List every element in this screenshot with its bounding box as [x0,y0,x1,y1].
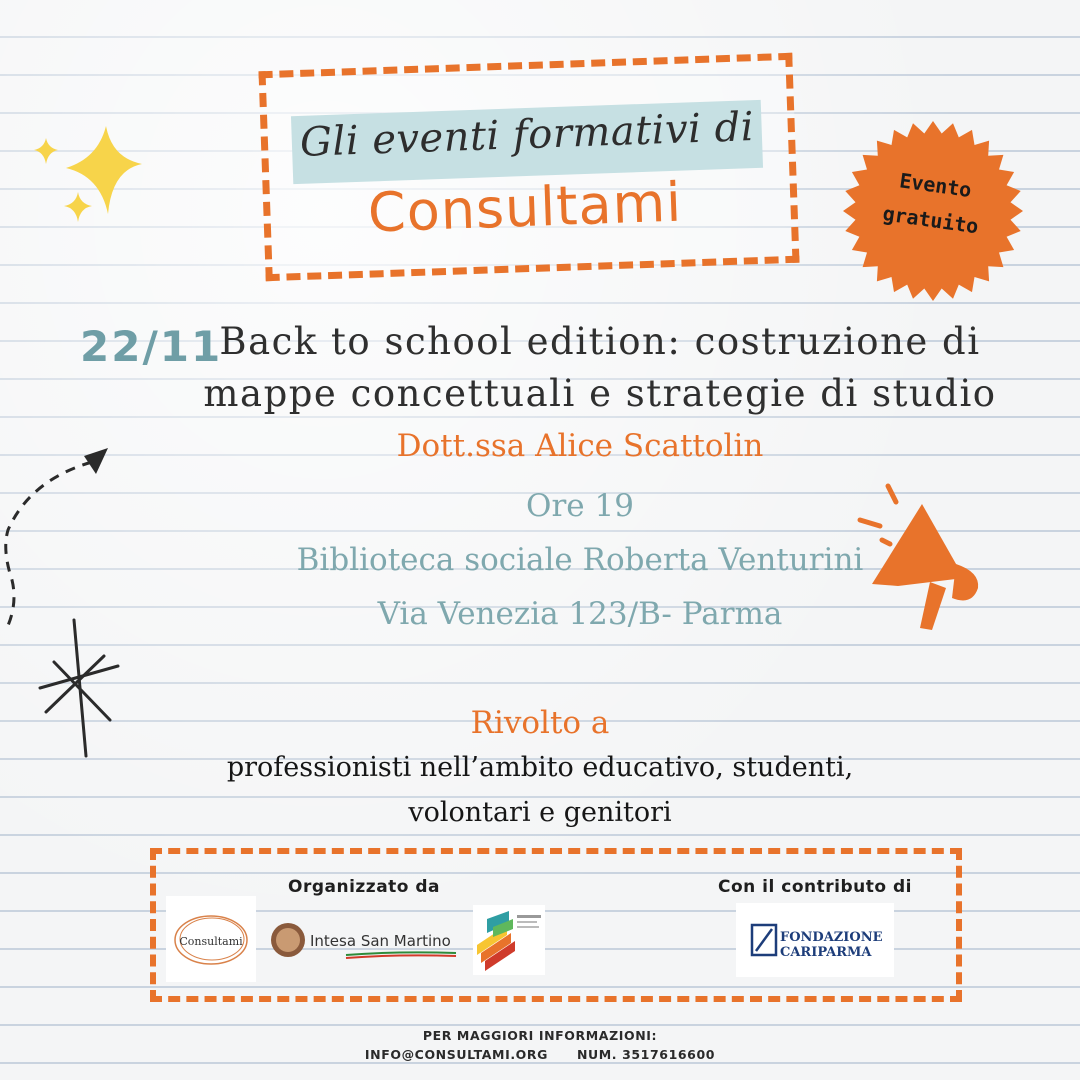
contact-heading: PER MAGGIORI INFORMAZIONI: [422,1028,658,1043]
consultami-logo [166,896,256,982]
event-time: Ore 19 [526,488,634,524]
badge-line-1: Evento [898,168,973,203]
cariparma-logo-line-1: FONDAZIONE [780,930,883,945]
event-address: Via Venezia 123/B- Parma [377,596,783,632]
event-title [200,316,1000,420]
asterisk-doodle-icon [34,616,124,766]
intesa-logo-text: Intesa San Martino [310,932,451,950]
contributors-label: Con il contributo di [718,877,912,897]
poster-subtitle: Gli eventi formativi di [299,104,755,166]
brand-title: Consultami [366,170,684,245]
sparkle-stars-icon [28,118,148,238]
audience-heading: Rivolto a [470,705,610,741]
badge-line-2: gratuito [881,201,980,239]
cariparma-logo-line-2: CARIPARMA [780,945,872,960]
dashed-arrow-icon [0,440,120,640]
speaker-name: Dott.ssa Alice Scattolin [396,428,764,464]
audience-line-2: volontari e genitori [408,797,672,828]
biblioteca-logo [473,905,545,975]
audience-line-1: professionisti nell’ambito educativo, studenti, [226,752,854,783]
contact-phone[interactable]: NUM. 3517616600 [576,1047,716,1062]
contact-email[interactable]: INFO@CONSULTAMI.ORG [364,1047,548,1062]
organizers-label: Organizzato da [288,877,441,897]
contact-info [300,1026,780,1064]
event-title-line-2: mappe concettuali e strategie di studio [203,372,997,415]
event-date: 22/11 [80,322,223,371]
event-venue: Biblioteca sociale Roberta Venturini [296,542,864,578]
consultami-logo-text: Consultami [179,935,243,948]
intesa-san-martino-logo [268,915,460,965]
fondazione-cariparma-logo [736,903,894,977]
event-title-line-1: Back to school edition: costruzione di [219,320,981,363]
